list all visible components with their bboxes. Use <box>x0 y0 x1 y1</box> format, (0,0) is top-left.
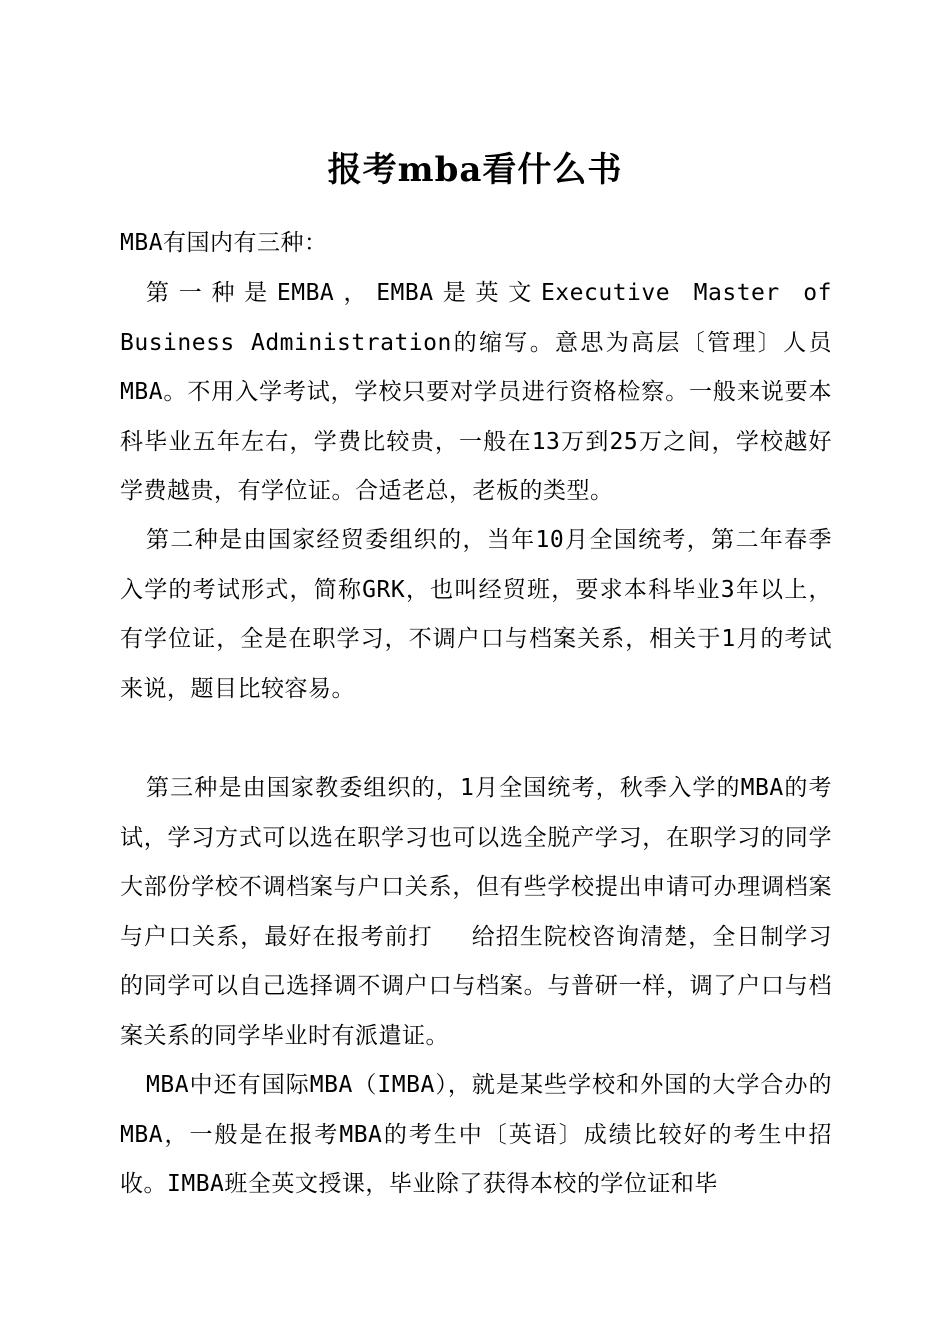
document-title: 报考mba看什么书 <box>327 150 623 190</box>
paragraph-grk: 第二种是由国家经贸委组织的，当年10月全国统考，第二年春季入学的考试形式，简称GRK，也叫经贸班，要求本科毕业3年以上，有学位证，全是在职学习，不调户口与档案关系，相关于1月的考试来说，题目比较容易。 <box>120 527 832 702</box>
intro-paragraph: MBA有国内有三种： <box>120 230 328 256</box>
paragraph-mba-exam: 第三种是由国家教委组织的，1月全国统考，秋季入学的MBA的考试，学习方式可以选在职学习也可以选全脱产学习，在职学习的同学大部份学校不调档案与户口关系，但有些学校提出申请可办理调档案与户口关系，最好在报考前打 给招生院校咨询清楚，全日制学习的同学可以自己选择调不调户口与档案。与普研一样，调了户口与档案关系的同学毕业时有派遣证。 <box>120 775 832 1049</box>
paragraph-imba: MBA中还有国际MBA（IMBA），就是某些学校和外国的大学合办的MBA，一般是在报考MBA的考生中〔英语〕成绩比较好的考生中招收。IMBA班全英文授课，毕业除了获得本校的学位证和毕 <box>120 1072 832 1197</box>
paragraph-emba: 第一种是EMBA，EMBA是英文Executive Master of Business Administration的缩写。意思为高层〔管理〕人员MBA。不用入学考试，学校只要对学员进行资格检察。一般来说要本科毕业五年左右，学费比较贵，一般在13万到25万之间，学校越好学费越贵，有学位证。合适老总，老板的类型。 <box>120 280 832 504</box>
